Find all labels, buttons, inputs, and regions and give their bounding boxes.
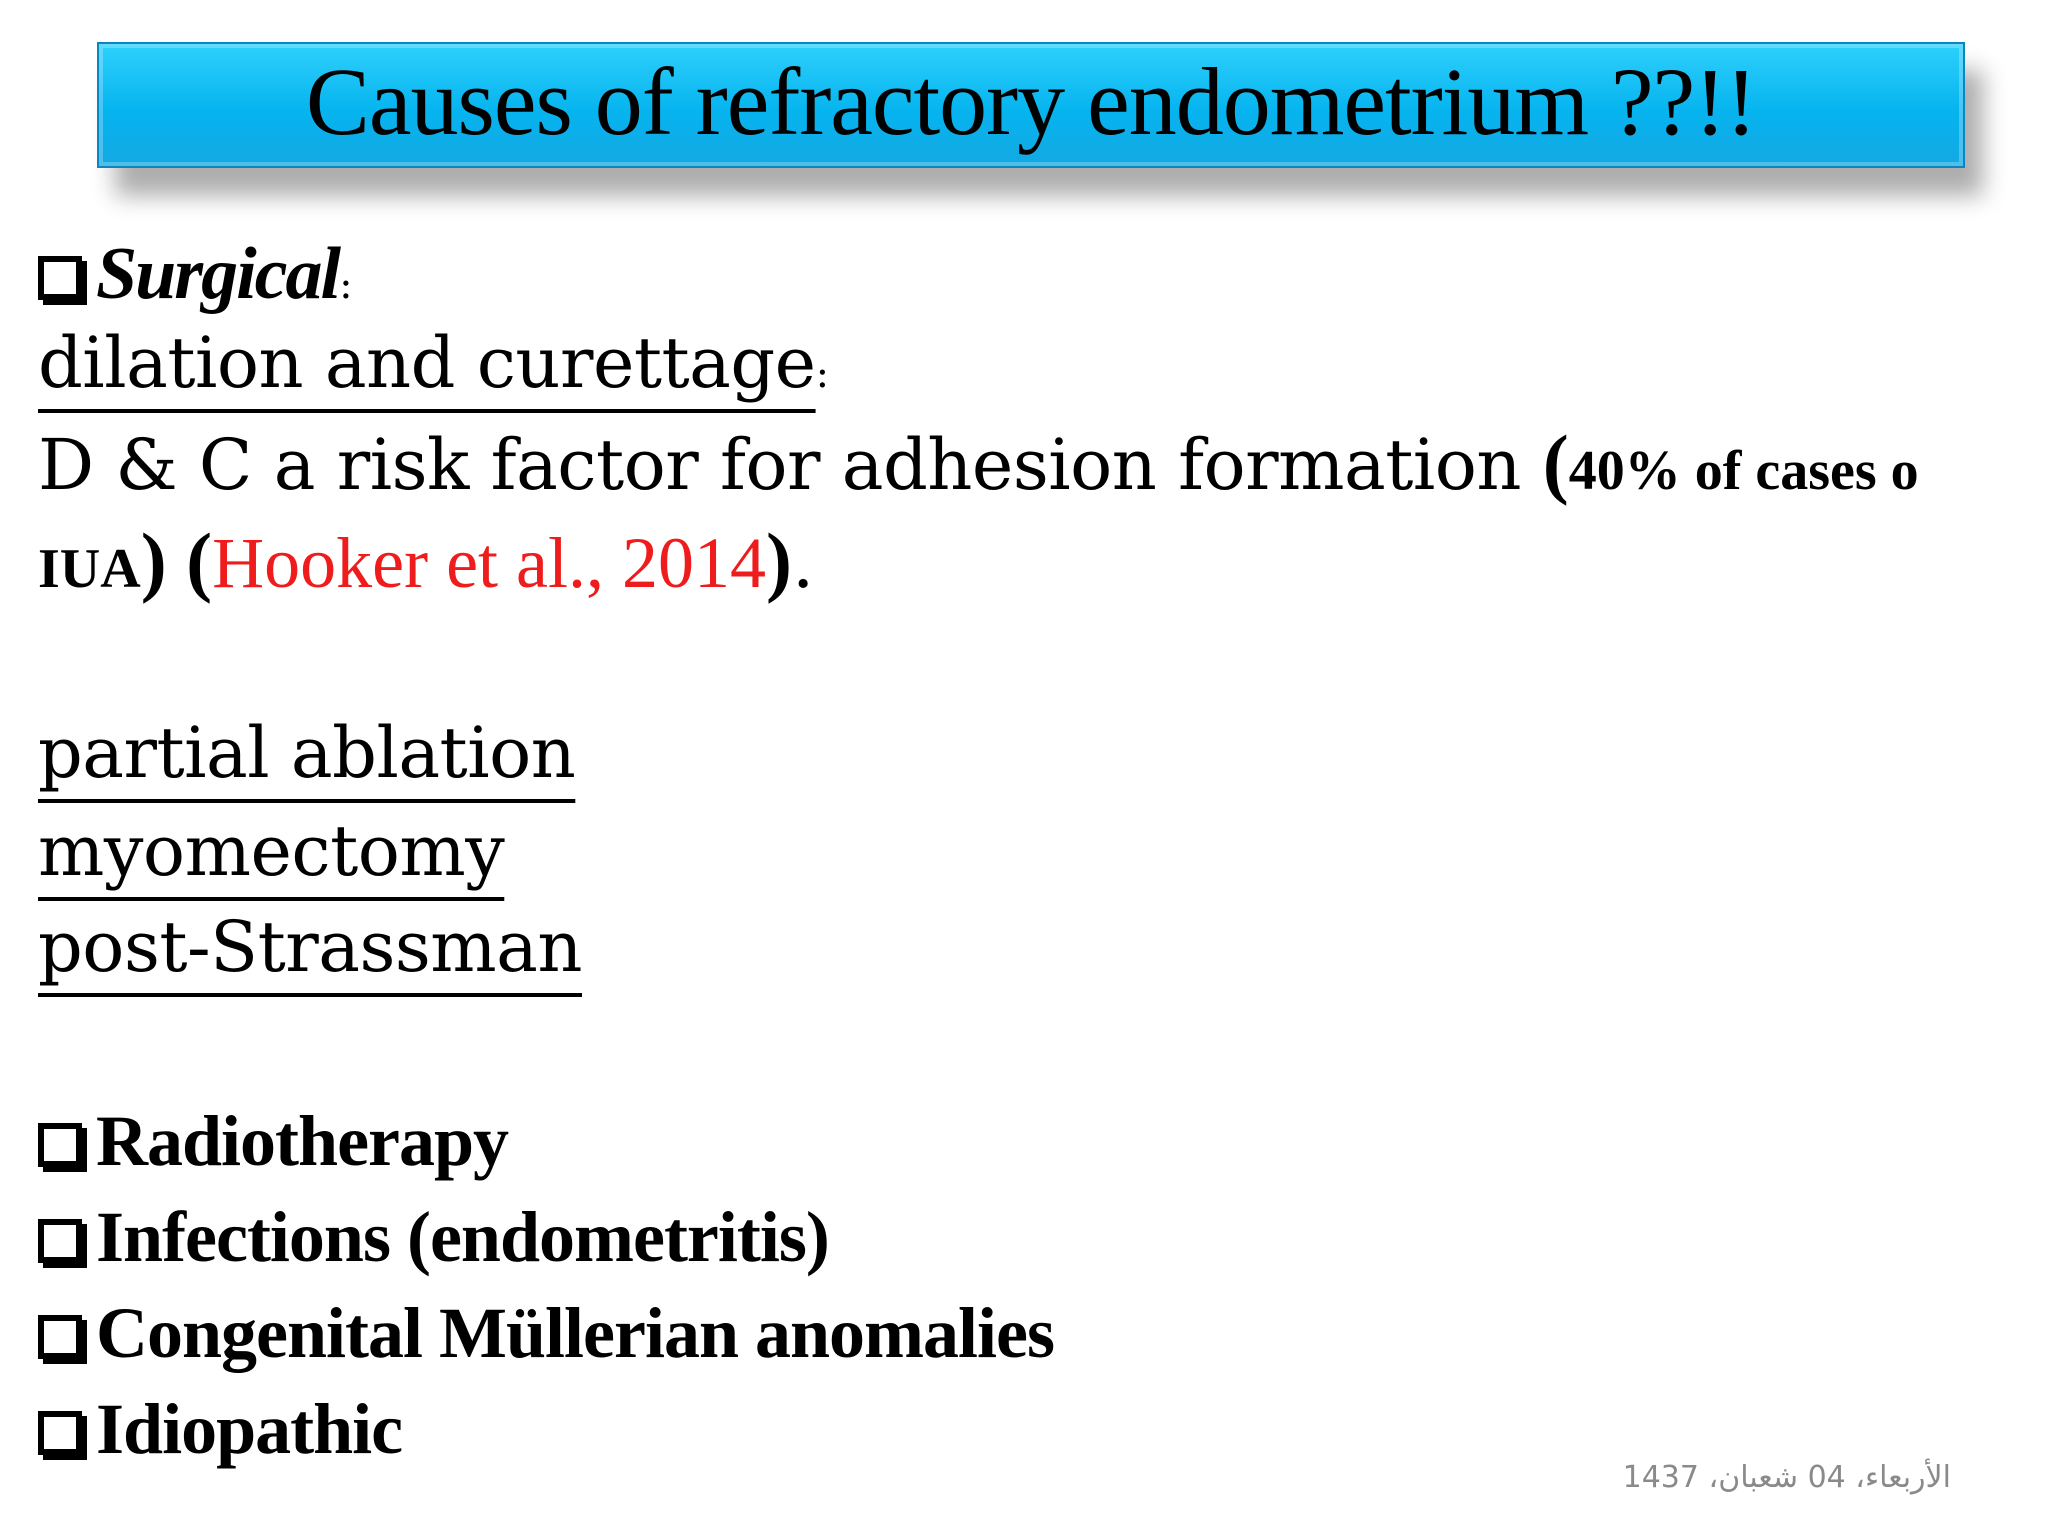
dc-description: D & C a risk factor for adhesion formation	[38, 424, 1543, 506]
bullet-item	[38, 1196, 829, 1279]
stat-citation-line	[38, 516, 814, 606]
surgical-label: Surgical	[96, 233, 340, 315]
checkbox-square-icon	[38, 256, 82, 300]
footer-date: الأربعاء، 04 شعبان، 1437	[1622, 1460, 1951, 1495]
title-banner	[97, 42, 1965, 168]
citation-open-paren: (	[186, 517, 213, 604]
stat-close-paren: )	[140, 517, 167, 604]
checkbox-square-icon	[38, 1315, 82, 1359]
surgical-heading	[38, 232, 353, 317]
citation-close-paren: )	[766, 517, 792, 604]
procedure-partial-ablation: partial ablation	[38, 712, 576, 794]
bullet-item	[38, 1292, 1054, 1375]
procedure-item	[38, 810, 504, 892]
slide-title: Causes of refractory endometrium ??!!	[305, 47, 1757, 155]
stat-text-line1: 40% of cases o	[1568, 440, 1919, 502]
bullet-radiotherapy: Radiotherapy	[96, 1101, 509, 1181]
dc-heading: dilation and curettage	[38, 322, 816, 404]
citation: Hooker et al., 2014	[212, 523, 767, 603]
checkbox-square-icon	[38, 1123, 82, 1167]
checkbox-square-icon	[38, 1411, 82, 1455]
period: .	[792, 522, 814, 604]
dc-description-line	[38, 418, 1919, 508]
bullet-congenital: Congenital Müllerian anomalies	[96, 1293, 1054, 1373]
surgical-colon: :	[339, 262, 353, 308]
procedure-item	[38, 712, 575, 794]
procedure-myomectomy: myomectomy	[38, 810, 505, 892]
stat-text-line2: IUA	[38, 538, 141, 600]
bullet-item	[38, 1388, 402, 1471]
dc-heading-line	[38, 322, 829, 404]
bullet-item	[38, 1100, 508, 1183]
bullet-infections: Infections (endometritis)	[96, 1197, 829, 1277]
procedure-item	[38, 906, 582, 988]
procedure-post-strassman: post-Strassman	[38, 906, 582, 988]
dc-colon: :	[815, 351, 829, 397]
bullet-idiopathic: Idiopathic	[96, 1389, 403, 1469]
checkbox-square-icon	[38, 1219, 82, 1263]
stat-open-paren: (	[1542, 419, 1569, 506]
spacer	[167, 517, 187, 604]
